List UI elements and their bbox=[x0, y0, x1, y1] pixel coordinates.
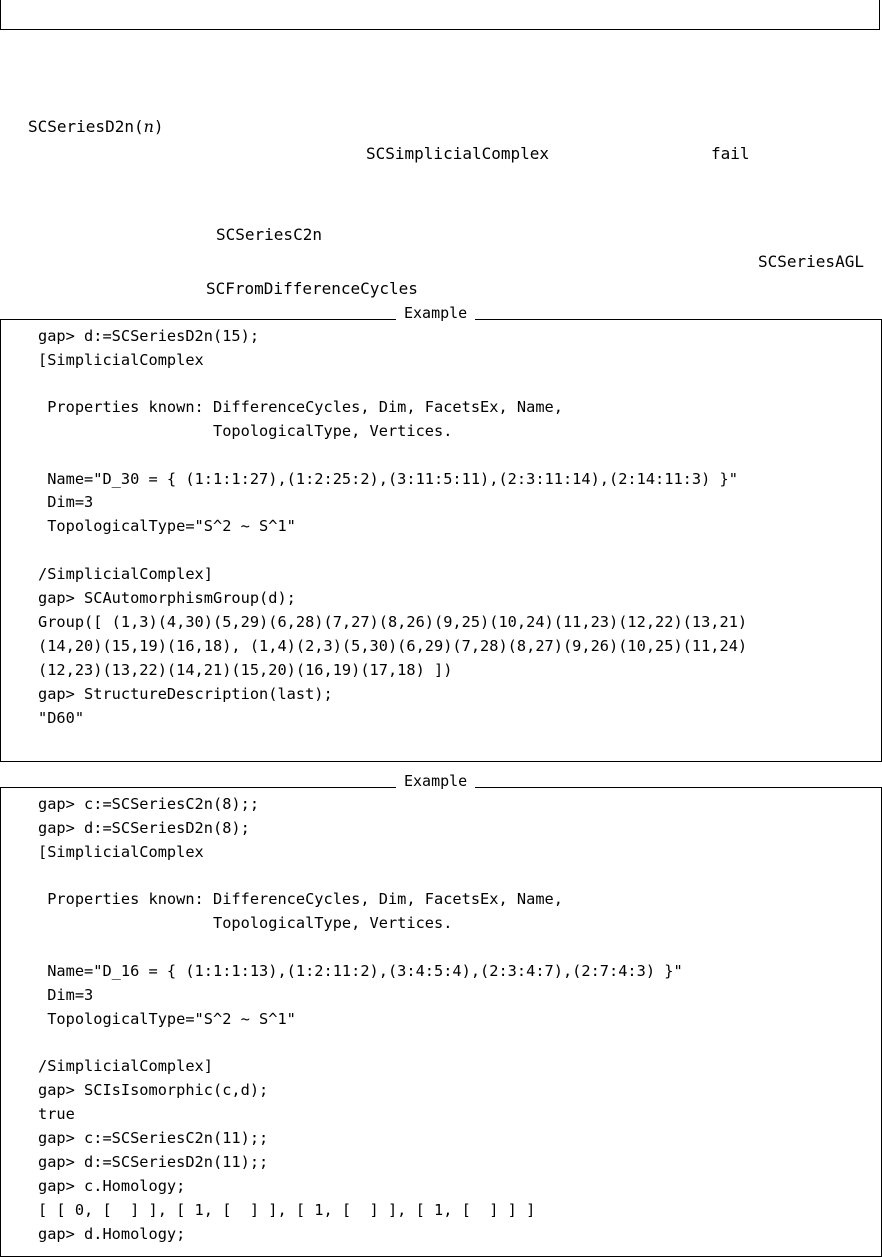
code-line: Name="D_16 = { (1:1:1:13),(1:2:11:2),(3:4:5:4),(2:3:4:7),(2:7:4:3) }" bbox=[38, 962, 683, 980]
see-also-c2n: SCSeriesC2n bbox=[216, 225, 322, 244]
code-line: [ [ 0, [ ] ], [ 1, [ ] ], [ 1, [ ] ], [ 1, [ ] ] ] bbox=[38, 1201, 536, 1219]
code-line: Group([ (1,3)(4,30)(5,29)(6,28)(7,27)(8,26)(9,25)(10,24)(11,23)(12,22)(13,21) bbox=[38, 613, 748, 631]
example-title-1: Example bbox=[396, 305, 475, 321]
see-also-agl: SCSeriesAGL bbox=[758, 252, 864, 271]
function-argument: n bbox=[143, 117, 154, 136]
code-line: Name="D_30 = { (1:1:1:27),(1:2:25:2),(3:11:5:11),(2:3:11:14),(2:14:11:3) }" bbox=[38, 470, 738, 488]
code-line: gap> StructureDescription(last); bbox=[38, 685, 333, 703]
code-line: TopologicalType="S^2 ~ S^1" bbox=[38, 1010, 296, 1028]
previous-example-box bbox=[0, 0, 880, 30]
code-line: TopologicalType="S^2 ~ S^1" bbox=[38, 517, 296, 535]
code-line: true bbox=[38, 1105, 75, 1123]
function-close-paren: ) bbox=[153, 117, 164, 136]
function-name: SCSeriesD2n( bbox=[28, 117, 144, 136]
code-line: (12,23)(13,22)(14,21)(15,20)(16,19)(17,18) ]) bbox=[38, 661, 453, 679]
returns-type: SCSimplicialComplex bbox=[366, 144, 550, 163]
code-line: gap> SCAutomorphismGroup(d); bbox=[38, 589, 296, 607]
code-line: /SimplicialComplex] bbox=[38, 1057, 213, 1075]
code-line: gap> d:=SCSeriesD2n(11);; bbox=[38, 1153, 269, 1171]
code-line: Dim=3 bbox=[38, 493, 94, 511]
code-line: Properties known: DifferenceCycles, Dim, FacetsEx, Name, bbox=[38, 890, 563, 908]
example-title-2: Example bbox=[396, 773, 475, 789]
code-line: [SimplicialComplex bbox=[38, 843, 204, 861]
code-line: Properties known: DifferenceCycles, Dim, FacetsEx, Name, bbox=[38, 398, 563, 416]
code-line: /SimplicialComplex] bbox=[38, 565, 213, 583]
code-line: gap> SCIsIsomorphic(c,d); bbox=[38, 1081, 269, 1099]
code-line: TopologicalType, Vertices. bbox=[38, 914, 453, 932]
returns-fail: fail bbox=[711, 144, 750, 163]
code-line: gap> d:=SCSeriesD2n(8); bbox=[38, 819, 250, 837]
code-line: TopologicalType, Vertices. bbox=[38, 422, 453, 440]
code-line: gap> c:=SCSeriesC2n(8);; bbox=[38, 795, 260, 813]
code-line: (14,20)(15,19)(16,18), (1,4)(2,3)(5,30)(6,29)(7,28)(8,27)(9,26)(10,25)(11,24) bbox=[38, 637, 748, 655]
code-line: Dim=3 bbox=[38, 986, 94, 1004]
see-also-difference-cycles: SCFromDifferenceCycles bbox=[206, 279, 418, 298]
code-line: gap> c:=SCSeriesC2n(11);; bbox=[38, 1129, 269, 1147]
code-line: gap> d.Homology; bbox=[38, 1225, 186, 1243]
code-line: gap> c.Homology; bbox=[38, 1177, 186, 1195]
code-line: "D60" bbox=[38, 709, 85, 727]
function-signature bbox=[28, 118, 164, 136]
code-line: gap> d:=SCSeriesD2n(15); bbox=[38, 327, 260, 345]
code-line: [SimplicialComplex bbox=[38, 351, 204, 369]
